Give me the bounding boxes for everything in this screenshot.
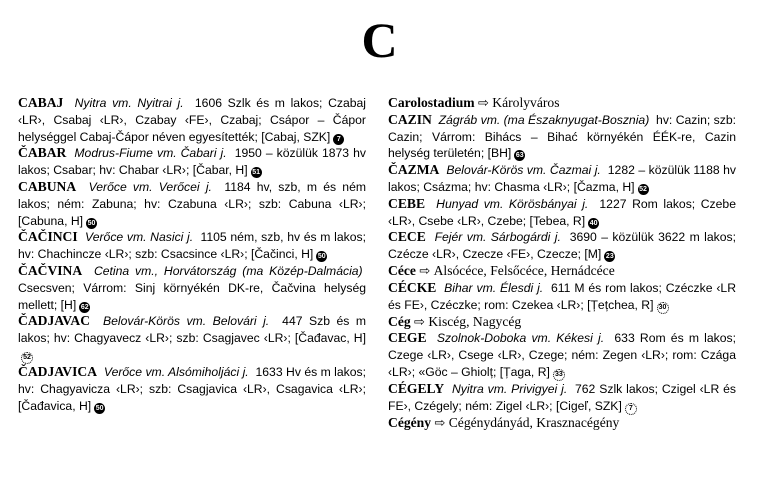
dictionary-entry [18, 95, 366, 145]
entry-text: 3690 – közülük 3622 m lakos; Czécze ‹LR›, Czecze ‹FE›, Czecze; [M] [388, 230, 736, 262]
map-number-badge-icon: 40 [589, 219, 598, 227]
entry-location: Nyitra vm. Privigyei j. [451, 381, 568, 396]
cross-reference-link[interactable]: Károlyváros [492, 95, 560, 110]
arrow-right-icon: ⇨ [414, 313, 425, 329]
map-number-badge-icon: 23 [605, 253, 614, 261]
map-number-badge-icon: 51 [252, 169, 261, 177]
map-number-badge-icon: 50 [87, 219, 96, 227]
dictionary-entry [388, 415, 736, 432]
left-column [18, 95, 366, 414]
entry-headword: CABUNA [18, 178, 77, 194]
map-number-badge-icon: 7 [625, 403, 637, 415]
map-number-badge-icon: 63 [515, 152, 524, 160]
dictionary-entry [18, 263, 366, 313]
entry-headword: CABAJ [18, 95, 64, 110]
arrow-right-icon: ⇨ [478, 95, 489, 110]
entry-location: Fejér vm. Sárbogárdi j. [434, 230, 561, 245]
entry-location: Verőce vm. Verőcei j. [88, 179, 212, 194]
entry-text: 447 Szb és m lakos; hv: Chagyavecz ‹LR›; szb: Csagjavec ‹LR›; [Čađavac, H] [18, 314, 366, 346]
entry-location: Hunyad vm. Körösbányai j. [436, 196, 589, 211]
entry-headword: ČABAR [18, 145, 67, 161]
dictionary-entry [388, 280, 736, 314]
dictionary-entry [388, 95, 736, 112]
entry-headword: ČAČINCI [18, 229, 78, 245]
entry-text: 1227 Rom lakos; Czebe ‹LR›, Csebe ‹LR›, Czebe; [Tebea, R] [388, 196, 736, 228]
entry-text: 1606 Szlk és m lakos; Czabaj ‹LR›, Csabaj ‹LR›, Czabay ‹FE›, Czabaj; Csápor – Čápor helységgel Cabaj-Čápor néven egyesítették; [Cabaj, SZK] [18, 96, 366, 144]
entry-location: Bihar vm. Élesdi j. [444, 280, 544, 295]
entry-headword: CÉGELY [388, 380, 445, 396]
entry-headword: CAZIN [388, 111, 432, 127]
entry-location: Szolnok-Doboka vm. Kékesi j. [436, 331, 605, 346]
entry-headword: Carolostadium [388, 95, 475, 110]
entry-location: Cetina vm., Horvátország (ma Közép-Dalmácia) [93, 263, 363, 278]
entry-text: 1633 Hv és m lakos; hv: Chagyavicza ‹LR›; szb: Csagjavica ‹LR›, Csagavica ‹LR›; [Čađavica, H] [18, 364, 366, 413]
entry-headword: CEGE [388, 330, 427, 346]
dictionary-entry [388, 162, 736, 196]
map-number-badge-icon: 50 [317, 253, 326, 261]
map-number-badge-icon: 7 [333, 134, 344, 145]
dictionary-entry [388, 196, 736, 230]
dictionary-entry [18, 145, 366, 179]
entry-text: Csecsven; Várrom: Sinj környékén DK-re, Čačvina helység mellett; [H] [18, 280, 366, 312]
entry-headword: ČAČVINA [18, 262, 83, 278]
map-number-badge-icon: 33 [553, 369, 565, 381]
dictionary-entry [388, 263, 736, 280]
entry-headword: Céce [388, 262, 416, 278]
dictionary-entry [18, 229, 366, 263]
entry-headword: ČADJAVICA [18, 363, 98, 379]
map-number-badge-icon: 30 [657, 302, 669, 314]
cross-reference-link[interactable]: Alsócéce, Felsőcéce, Hernádcéce [433, 262, 615, 278]
right-column [388, 95, 736, 432]
dictionary-entry [18, 364, 366, 414]
map-number-badge-icon: 52 [639, 185, 647, 193]
dictionary-entry [388, 381, 736, 415]
cross-reference-link[interactable]: Cégénydányád, Krasznacégény [448, 414, 620, 430]
entry-location: Modrus-Fiume vm. Čabari j. [74, 146, 227, 161]
arrow-right-icon: ⇨ [419, 262, 431, 278]
dictionary-entry [18, 179, 366, 229]
dictionary-entry [18, 313, 366, 364]
entry-text: hv: Cazin; szb: Cazin; Várrom: Bihács – Bihać környékén ÉÉK-re, Cazin helység területén; [BH] [388, 112, 736, 161]
entry-headword: CÉCKE [388, 279, 437, 295]
arrow-right-icon: ⇨ [434, 414, 446, 430]
entry-text: 1184 hv, szb, m és ném lakos; ném: Zabuna; hv: Czabuna ‹LR›; szb: Cabuna ‹LR›; [Cabuna, H] [18, 179, 366, 228]
dictionary-entry [388, 229, 736, 263]
entry-text: 1282 – közülük 1188 hv lakos; Csázma; hv: Chasma ‹LR›; [Čazma, H] [388, 163, 736, 194]
map-number-badge-icon: 52 [21, 352, 33, 364]
entry-location: Nyitra vm. Nyitrai j. [74, 96, 184, 110]
page-letter-heading: C [361, 12, 398, 68]
entry-headword: Cégény [388, 414, 432, 430]
entry-headword: Cég [388, 313, 411, 329]
map-number-badge-icon: 50 [95, 404, 104, 412]
cross-reference-link[interactable]: Kiscég, Nagycég [428, 313, 522, 329]
entry-text: 611 M és rom lakos; Czéczke ‹LR és FE›, Czéczke; rom: Czekea ‹LR›; [Țețchea, R] [388, 280, 737, 312]
entry-location: Belovár-Körös vm. Čazmai j. [446, 163, 601, 178]
entry-location: Zágráb vm. (ma Északnyugat-Bosznia) [438, 112, 650, 127]
entry-text: 633 Rom és m lakos; Czege ‹LR›, Csege ‹LR›, Czege; ném: Zegen ‹LR›; rom: Czága ‹LR›; «Göc – Ghiolț; [Țaga, R] [388, 331, 736, 379]
entry-text: 762 Szlk lakos; Czigel ‹LR és FE›, Czégely; ném: Zigel ‹LR›; [Cigeľ, SZK] [388, 381, 736, 413]
dictionary-entry [388, 330, 736, 381]
entry-headword: ČADJAVAC [18, 313, 91, 329]
entry-text: 1105 ném, szb, hv és m lakos; hv: Chachincze ‹LR›; szb: Csacsince ‹LR›; [Čačinci, H] [18, 230, 366, 262]
map-number-badge-icon: 62 [80, 303, 89, 311]
entry-headword: CEBE [388, 195, 426, 211]
entry-headword: ČAZMA [388, 162, 440, 178]
entry-location: Belovár-Körös vm. Belovári j. [102, 314, 270, 329]
entry-text: 1950 – közülük 1873 hv lakos; Csabar; hv: Chabar ‹LR›; [Čabar, H] [18, 146, 366, 178]
entry-location: Verőce vm. Nasici j. [85, 230, 194, 245]
dictionary-entry [388, 112, 736, 162]
entry-location: Verőce vm. Alsómiholjáci j. [103, 364, 249, 379]
entry-headword: CECE [388, 229, 426, 245]
dictionary-entry [388, 314, 736, 331]
